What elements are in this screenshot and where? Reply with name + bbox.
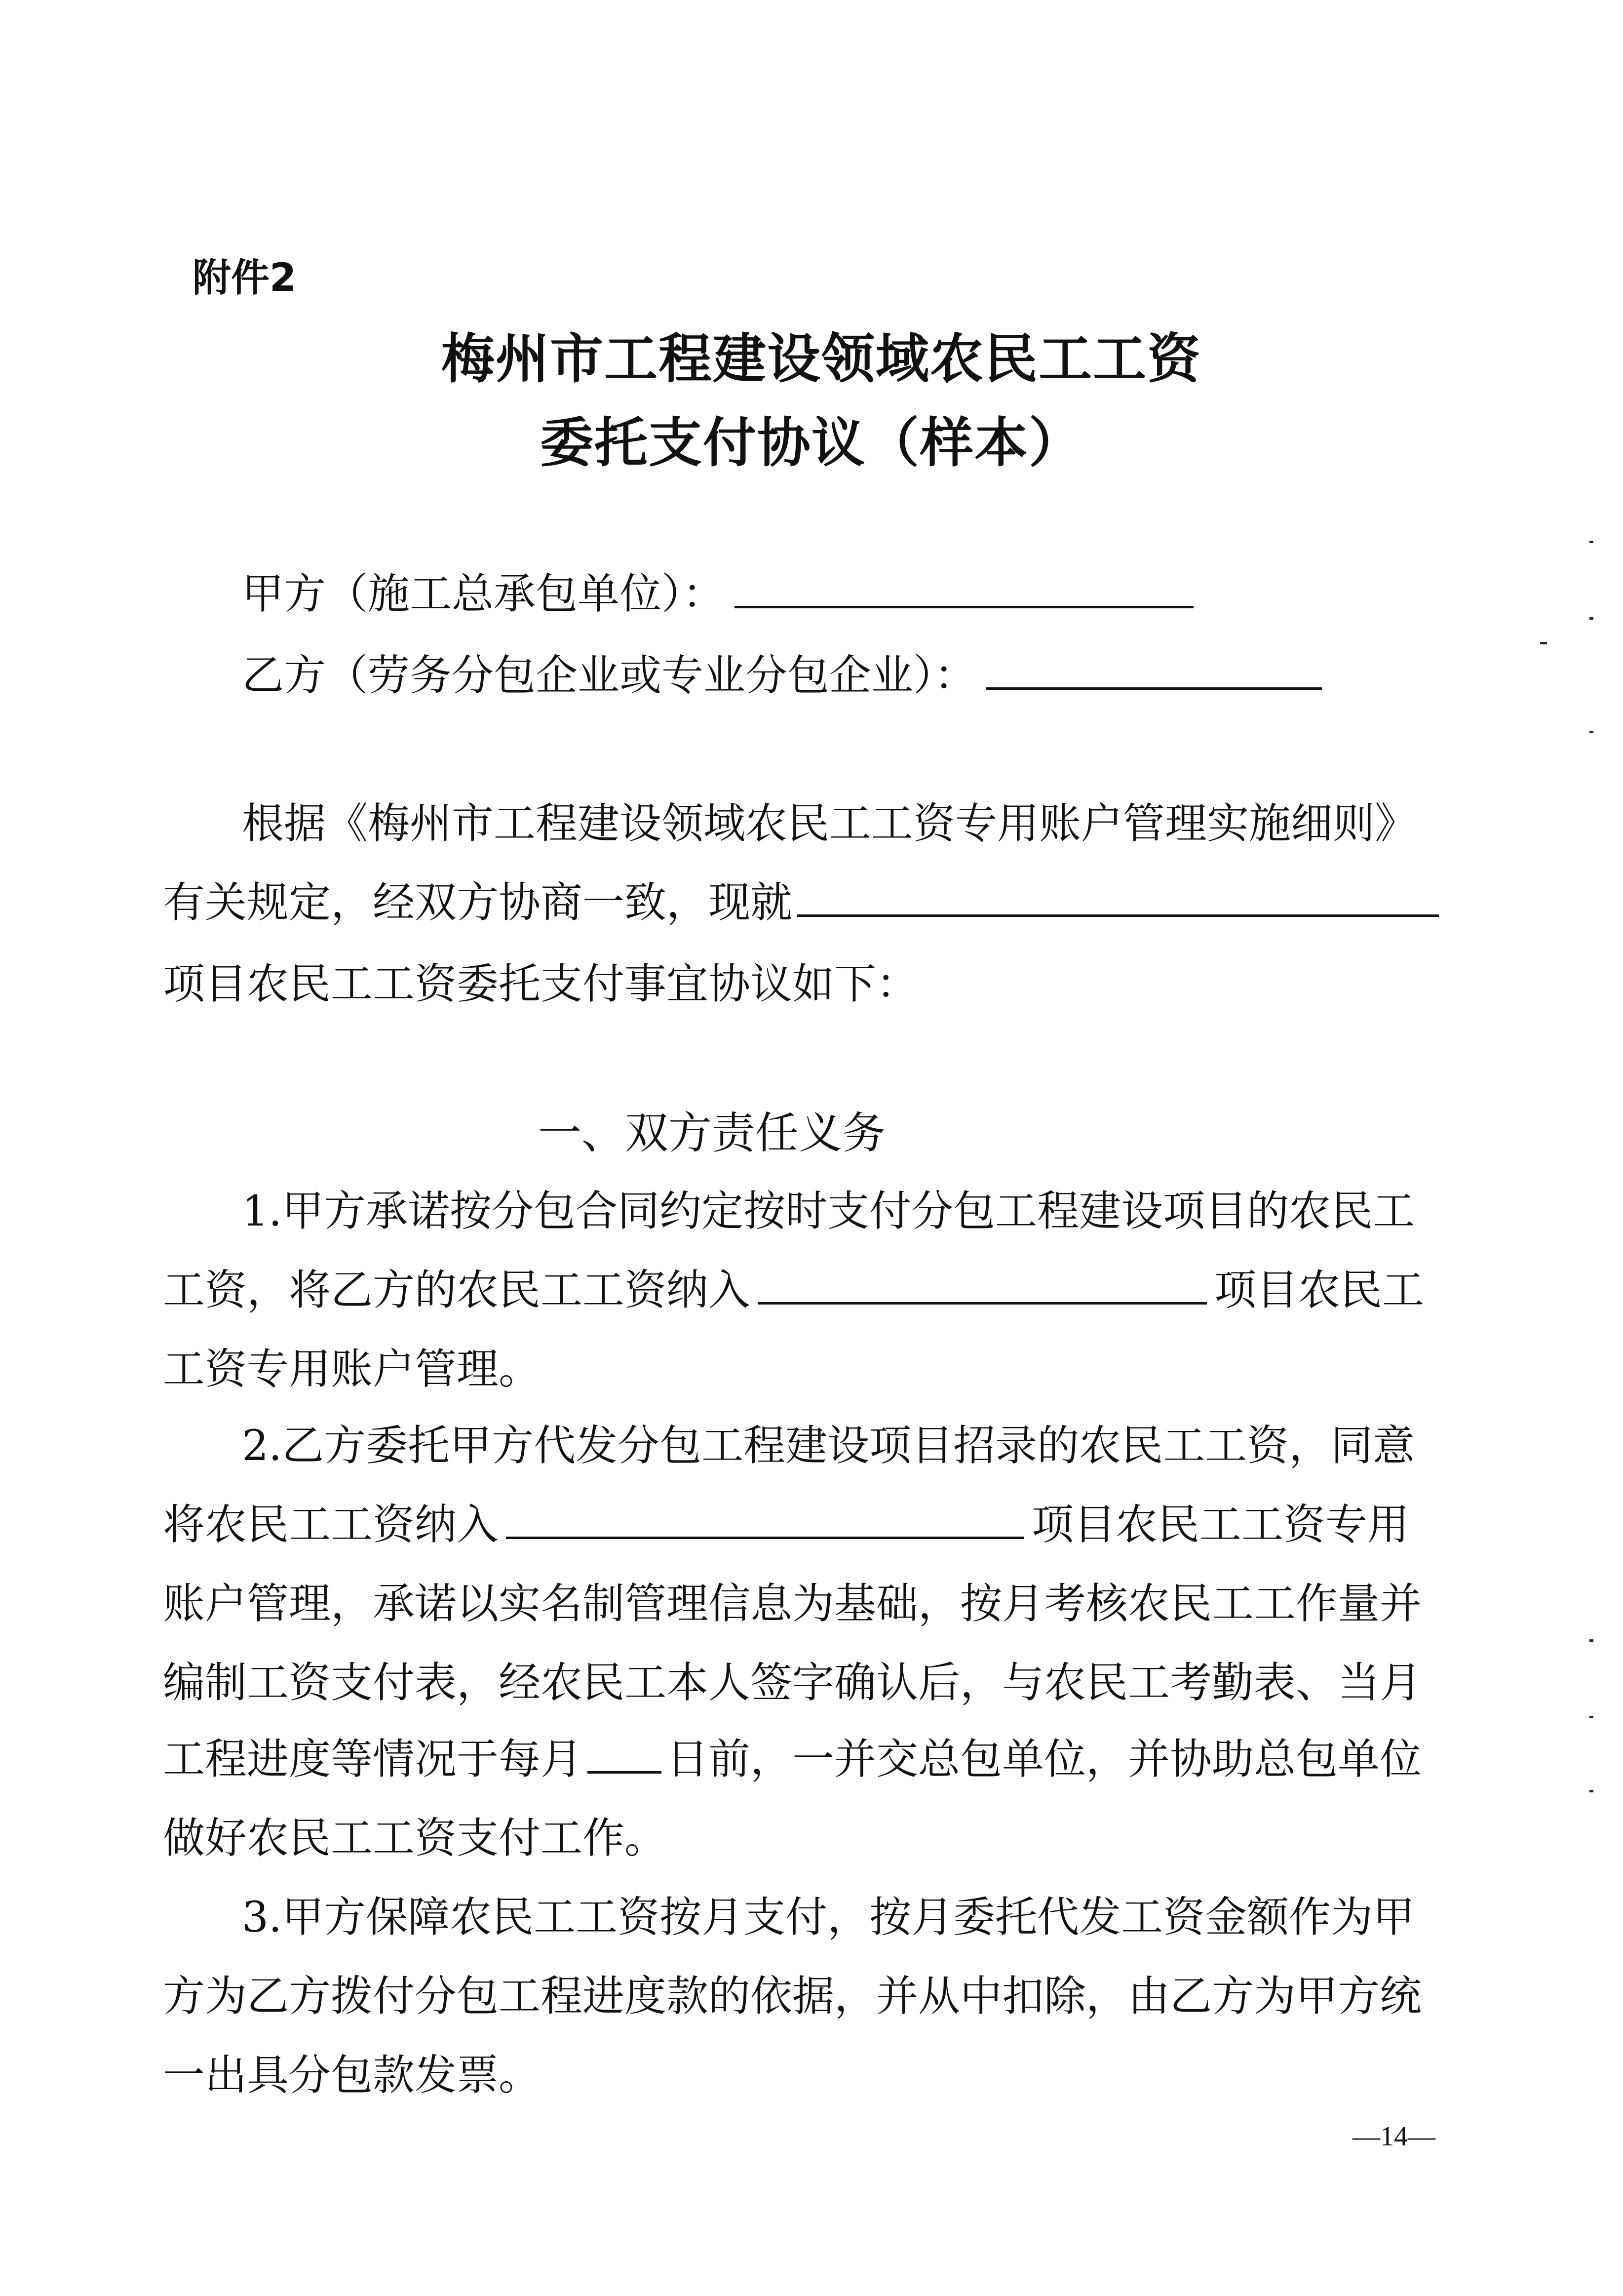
party-a-blank <box>734 571 1194 608</box>
party-a-line <box>242 560 1194 621</box>
clause-1-line-2b: 项目农民工 <box>1214 1266 1425 1315</box>
scan-mark <box>1589 1716 1593 1718</box>
clause-3-line-1: 3.甲方保障农民工工资按月支付，按月委托代发工资金额作为甲 <box>242 1893 1415 1942</box>
party-b-label: 乙方（劳务分包企业或专业分包企业）： <box>242 651 976 700</box>
clause-1-project-blank <box>758 1267 1207 1305</box>
clause-2-line-4: 编制工资支付表，经农民工本人签字确认后，与农民工考勤表、当月 <box>163 1659 1422 1707</box>
clause-1-line-2a: 工资，将乙方的农民工工资纳入 <box>163 1266 751 1315</box>
scan-mark <box>1589 1790 1593 1792</box>
party-b-blank <box>986 653 1322 690</box>
scan-mark <box>1589 731 1593 733</box>
section-1-heading: 一、双方责任义务 <box>538 1108 886 1158</box>
intro-line-3: 项目农民工工资委托支付事宜协议如下： <box>163 960 919 1009</box>
clause-3-line-2: 方为乙方拨付分包工程进度款的依据，并从中扣除，由乙方为甲方统 <box>163 1972 1422 2021</box>
clause-2-line-6: 做好农民工工资支付工作。 <box>163 1814 667 1863</box>
clause-2-line-3: 账户管理，承诺以实名制管理信息为基础，按月考核农民工工作量并 <box>163 1580 1422 1628</box>
clause-2-line-5b: 日前，一并交总包单位，并协助总包单位 <box>666 1735 1422 1784</box>
party-b-line <box>242 642 1322 702</box>
clause-2-line-5a: 工程进度等情况于每月 <box>163 1735 583 1784</box>
title-line-1: 梅州市工程建设领域农民工工资 <box>441 328 1201 390</box>
scan-mark <box>1589 1639 1593 1642</box>
page-number: —14— <box>1352 2121 1435 2152</box>
scan-mark <box>1589 617 1593 620</box>
day-blank <box>587 1737 661 1774</box>
scan-mark <box>1540 642 1547 644</box>
intro-line-2 <box>163 869 1439 929</box>
clause-2-line-2 <box>163 1491 1409 1551</box>
clause-2-line-5 <box>163 1726 1422 1786</box>
attachment-label: 附件2 <box>193 256 297 300</box>
intro-line-1: 根据《梅州市工程建设领域农民工工资专用账户管理实施细则》 <box>242 799 1417 848</box>
project-name-blank <box>797 880 1439 917</box>
clause-3-line-3: 一出具分包款发票。 <box>163 2051 541 2100</box>
clause-2-line-2b: 项目农民工工资专用 <box>1032 1501 1410 1549</box>
clause-2-line-2a: 将农民工工资纳入 <box>163 1501 499 1549</box>
clause-2-line-1: 2.乙方委托甲方代发分包工程建设项目招录的农民工工资，同意 <box>242 1422 1415 1470</box>
clause-1-line-2 <box>163 1257 1424 1317</box>
clause-1-line-1: 1.甲方承诺按分包合同约定按时支付分包工程建设项目的农民工 <box>242 1187 1415 1236</box>
party-a-label: 甲方（施工总承包单位）： <box>242 570 725 619</box>
clause-1-line-3: 工资专用账户管理。 <box>163 1345 541 1394</box>
title-line-2: 委托支付协议（样本） <box>540 412 1083 474</box>
clause-2-project-blank <box>506 1502 1024 1539</box>
scan-mark <box>1589 541 1593 543</box>
intro-line-2-text: 有关规定，经双方协商一致，现就 <box>163 878 793 927</box>
